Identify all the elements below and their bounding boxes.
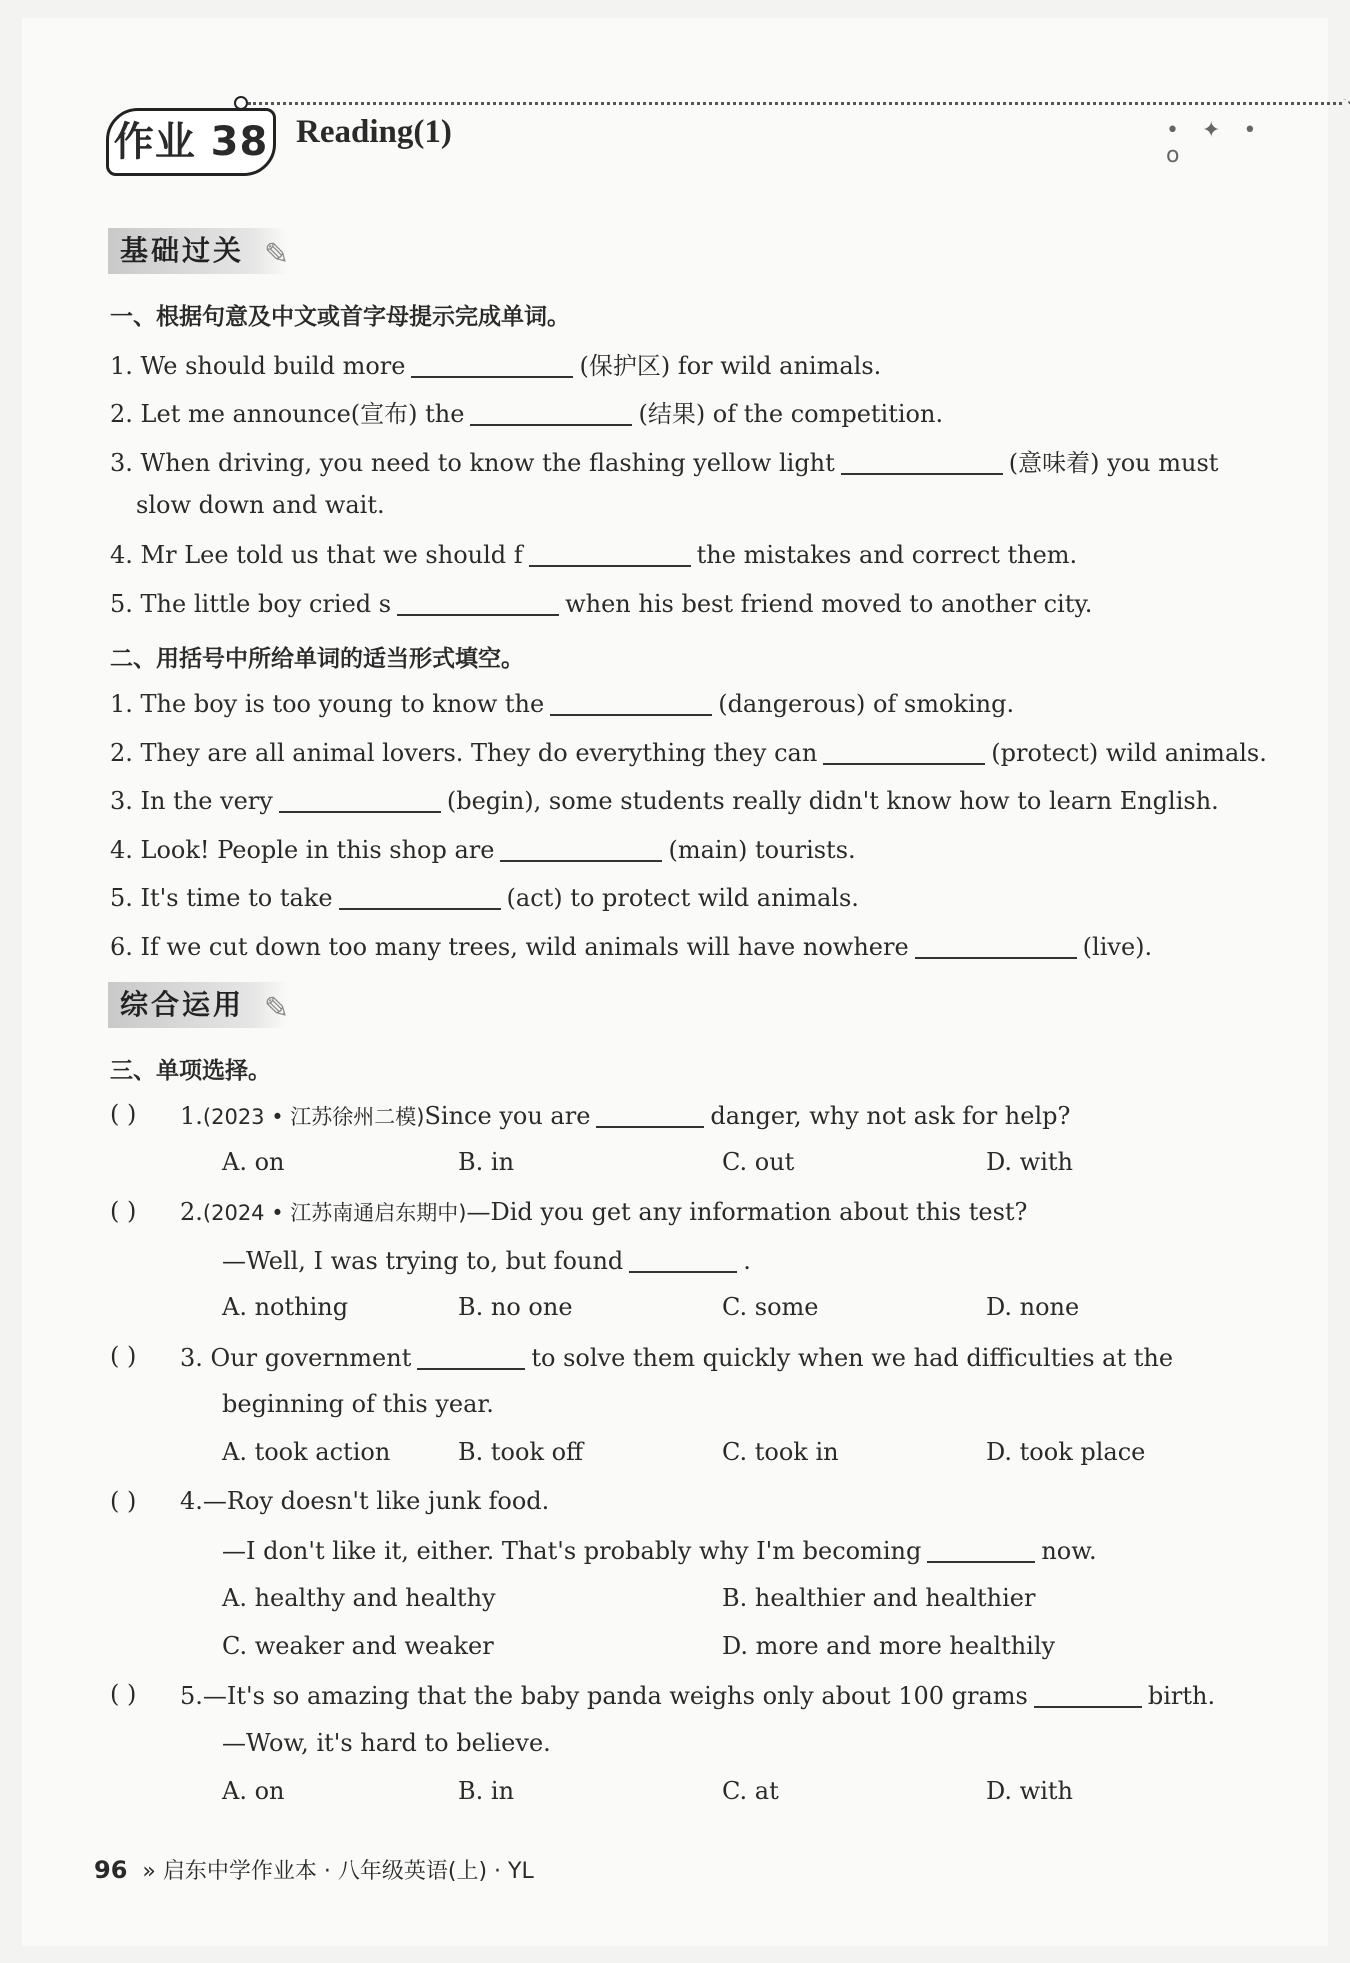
item-text: Let me announce(宣布) the	[140, 400, 465, 428]
item-text: In the very	[140, 787, 273, 815]
answer-blank[interactable]	[339, 882, 501, 910]
option-c[interactable]: C. some	[722, 1293, 819, 1321]
answer-blank[interactable]	[411, 350, 573, 378]
double-chevron-icon: »	[142, 1859, 156, 1884]
option-a[interactable]: A. healthy and healthy	[222, 1584, 496, 1612]
mcq-4	[180, 1487, 549, 1515]
item-number: 1.	[110, 352, 133, 380]
item-text: They are all animal lovers. They do everything they can	[140, 739, 818, 767]
option-b[interactable]: B. in	[458, 1777, 515, 1805]
answer-paren[interactable]: ( )	[110, 1680, 137, 1708]
answer-blank[interactable]	[915, 931, 1077, 959]
item-text: (意味着) you must	[1008, 449, 1219, 477]
item-text: .	[743, 1247, 751, 1275]
section-basic	[108, 228, 293, 274]
mcq-3	[180, 1342, 1173, 1372]
item-text: danger, why not ask for help?	[710, 1102, 1071, 1130]
option-c[interactable]: C. out	[722, 1148, 795, 1176]
item-text: —It's so amazing that the baby panda weighs only about 100 grams	[202, 1682, 1028, 1710]
item-text: Since you are	[424, 1102, 591, 1130]
option-d[interactable]: D. with	[986, 1148, 1073, 1176]
part3-heading: 三、单项选择。	[110, 1058, 271, 1084]
answer-blank[interactable]	[397, 588, 559, 616]
item-text: (act) to protect wild animals.	[506, 884, 859, 912]
item-text: The little boy cried s	[140, 590, 392, 618]
question-source: (2023 • 江苏徐州二模)	[202, 1105, 425, 1129]
mcq-1	[180, 1100, 1070, 1131]
section-comprehensive-label: 综合运用	[120, 988, 245, 1021]
item-text: When driving, you need to know the flashing yellow light	[140, 449, 835, 477]
part2-item-4	[110, 834, 856, 864]
answer-blank[interactable]	[550, 688, 712, 716]
item-number: 1.	[180, 1102, 203, 1130]
answer-blank[interactable]	[470, 398, 632, 426]
assignment-badge: 作业 38	[106, 108, 276, 176]
option-d[interactable]: D. with	[986, 1777, 1073, 1805]
badge-dot-icon	[234, 96, 248, 110]
item-text: —Roy doesn't like junk food.	[202, 1487, 550, 1515]
option-a[interactable]: A. on	[222, 1148, 285, 1176]
mcq-5-reply: —Wow, it's hard to believe.	[222, 1729, 551, 1757]
item-number: 3.	[180, 1344, 203, 1372]
answer-blank	[927, 1535, 1035, 1563]
item-text: (结果) of the competition.	[638, 400, 944, 428]
answer-blank[interactable]	[841, 447, 1003, 475]
item-number: 5.	[110, 884, 133, 912]
item-text: Mr Lee told us that we should f	[140, 541, 523, 569]
item-text: (protect) wild animals.	[991, 739, 1267, 767]
answer-paren[interactable]: ( )	[110, 1197, 137, 1225]
item-number: 5.	[110, 590, 133, 618]
item-number: 4.	[180, 1487, 203, 1515]
item-text: If we cut down too many trees, wild animals will have nowhere	[140, 933, 909, 961]
mcq-3-cont: beginning of this year.	[222, 1390, 494, 1418]
part2-item-5	[110, 882, 859, 912]
item-number: 4.	[110, 836, 133, 864]
part2-heading: 二、用括号中所给单词的适当形式填空。	[110, 646, 524, 672]
item-text: —Did you get any information about this test?	[466, 1198, 1028, 1226]
part2-item-1	[110, 688, 1014, 718]
option-d[interactable]: D. more and more healthily	[722, 1632, 1056, 1660]
option-a[interactable]: A. on	[222, 1777, 285, 1805]
page-footer	[94, 1854, 534, 1885]
part2-item-2	[110, 737, 1267, 767]
answer-paren[interactable]: ( )	[110, 1100, 137, 1128]
option-a[interactable]: A. took action	[222, 1438, 391, 1466]
item-text: We should build more	[140, 352, 406, 380]
pencil-icon: ✎	[263, 237, 293, 272]
item-text: (begin), some students really didn't know how to learn English.	[446, 787, 1219, 815]
dotted-line-end	[1331, 99, 1350, 123]
mcq-2-reply	[222, 1245, 751, 1275]
answer-blank	[1034, 1680, 1142, 1708]
mcq-2	[180, 1197, 1027, 1227]
item-text: —Well, I was trying to, but found	[222, 1247, 624, 1275]
page-header	[106, 108, 1266, 174]
answer-blank	[629, 1245, 737, 1273]
option-b[interactable]: B. healthier and healthier	[722, 1584, 1036, 1612]
pencil-icon: ✎	[263, 991, 293, 1026]
item-text: —I don't like it, either. That's probably why I'm becoming	[222, 1537, 922, 1565]
option-c[interactable]: C. took in	[722, 1438, 839, 1466]
option-d[interactable]: D. took place	[986, 1438, 1146, 1466]
option-b[interactable]: B. no one	[458, 1293, 573, 1321]
answer-blank[interactable]	[823, 737, 985, 765]
part1-item-2	[110, 394, 943, 429]
item-text: The boy is too young to know the	[140, 690, 545, 718]
part2-item-6	[110, 931, 1152, 961]
mcq-5	[180, 1680, 1215, 1710]
item-text: the mistakes and correct them.	[696, 541, 1078, 569]
item-text: Our government	[210, 1344, 412, 1372]
part1-item-4	[110, 539, 1077, 569]
answer-paren[interactable]: ( )	[110, 1342, 137, 1370]
option-b[interactable]: B. took off	[458, 1438, 584, 1466]
page-title: Reading(1)	[296, 114, 452, 150]
part1-item-1	[110, 346, 881, 381]
item-text: (main) tourists.	[668, 836, 856, 864]
sparkle-icon: • ✦ • o	[1166, 118, 1265, 168]
item-number: 1.	[110, 690, 133, 718]
page-number: 96	[94, 1856, 128, 1884]
item-text: (dangerous) of smoking.	[718, 690, 1015, 718]
part1-item-3	[110, 443, 1218, 478]
item-text: to solve them quickly when we had difficulties at the	[531, 1344, 1174, 1372]
part2-item-3	[110, 785, 1219, 815]
answer-blank[interactable]	[529, 539, 691, 567]
item-number: 3.	[110, 449, 133, 477]
option-a[interactable]: A. nothing	[222, 1293, 349, 1321]
answer-blank[interactable]	[500, 834, 662, 862]
header-dotted-line	[248, 102, 1342, 105]
book-title: 启东中学作业本 · 八年级英语(上) · YL	[162, 1859, 534, 1884]
item-number: 6.	[110, 933, 133, 961]
answer-blank[interactable]	[279, 785, 441, 813]
item-number: 2.	[110, 400, 133, 428]
item-number: 2.	[180, 1198, 203, 1226]
item-text: when his best friend moved to another city.	[565, 590, 1093, 618]
item-text: It's time to take	[140, 884, 333, 912]
part1-heading: 一、根据句意及中文或首字母提示完成单词。	[110, 304, 570, 330]
item-number: 4.	[110, 541, 133, 569]
part1-item-5	[110, 588, 1092, 618]
mcq-4-reply	[222, 1535, 1097, 1565]
item-number: 2.	[110, 739, 133, 767]
item-text: Look! People in this shop are	[140, 836, 495, 864]
answer-blank	[596, 1100, 704, 1128]
section-basic-label: 基础过关	[120, 234, 245, 267]
item-text: birth.	[1147, 1682, 1216, 1710]
option-d[interactable]: D. none	[986, 1293, 1080, 1321]
option-c[interactable]: C. weaker and weaker	[222, 1632, 494, 1660]
answer-paren[interactable]: ( )	[110, 1487, 137, 1515]
option-c[interactable]: C. at	[722, 1777, 779, 1805]
item-text: (live).	[1082, 933, 1153, 961]
option-b[interactable]: B. in	[458, 1148, 515, 1176]
section-comprehensive	[108, 982, 293, 1028]
item-number: 3.	[110, 787, 133, 815]
answer-blank	[417, 1342, 525, 1370]
part1-item-3-cont: slow down and wait.	[136, 491, 385, 519]
item-text: now.	[1041, 1537, 1097, 1565]
question-source: (2024 • 江苏南通启东期中)	[202, 1201, 467, 1225]
item-text: (保护区) for wild animals.	[579, 352, 882, 380]
item-number: 5.	[180, 1682, 203, 1710]
